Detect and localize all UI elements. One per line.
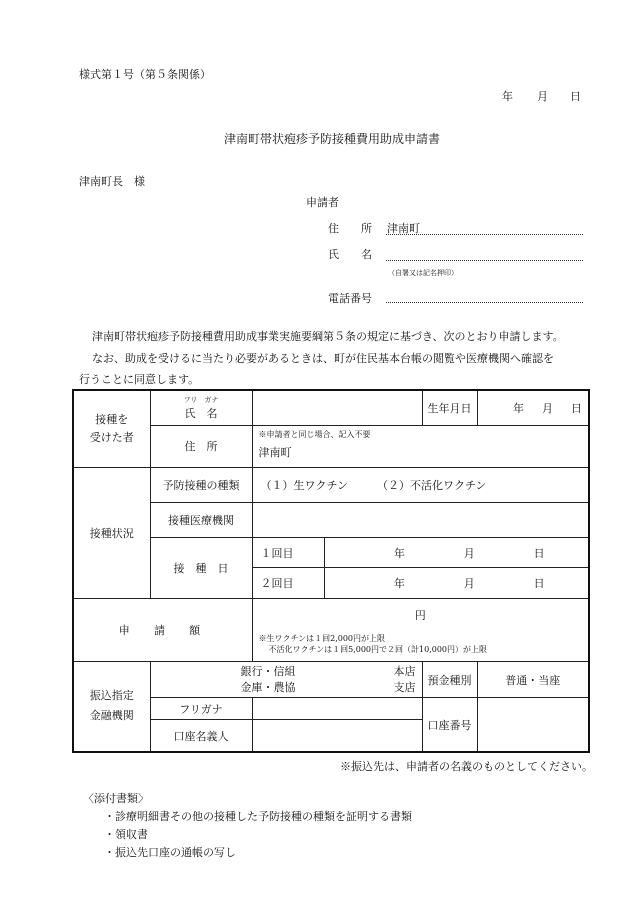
first-dose-date-field[interactable] [324, 538, 589, 568]
body-paragraph-2-line-2: 行うことに同意します。 [79, 373, 200, 386]
first-dose-day: 日 [533, 546, 545, 560]
account-number-field[interactable] [477, 698, 589, 752]
amount-label: 申 請 額 [73, 598, 252, 661]
second-dose-label: ２回目 [252, 568, 324, 598]
applicant-label: 申請者 [306, 196, 339, 209]
name-label-cell [150, 390, 252, 425]
amount-field[interactable] [252, 598, 589, 661]
amount-note-2: 不活化ワクチンは１回5,000円で２回（計10,000円）が上限 [268, 644, 488, 654]
birthdate-field[interactable] [477, 390, 589, 425]
vaccine-option-inactivated[interactable]: （２）不活化ワクチン [376, 479, 487, 492]
furigana-small: フリ ガナ [183, 395, 219, 404]
vaccine-type-label: 予防接種の種類 [150, 467, 252, 502]
phone-line[interactable] [386, 302, 583, 303]
recipient-label-1: 接種を [95, 412, 129, 426]
birth-year: 年 [513, 401, 525, 415]
bank-label-2: 金融機関 [89, 709, 134, 723]
signature-note: （自署又は記名押印） [388, 269, 458, 277]
account-holder-label: 口座名義人 [150, 720, 252, 752]
furigana-field[interactable] [252, 698, 422, 720]
transfer-note: ※振込先は、申請者の名義のものとしてください。 [340, 760, 593, 773]
name-label: 氏 名 [328, 248, 372, 261]
application-table [72, 389, 590, 753]
name-line[interactable] [386, 260, 583, 261]
bank-name-field[interactable] [150, 661, 422, 697]
recipient-name-label: 氏 名 [184, 406, 218, 420]
second-dose-day: 日 [533, 577, 545, 591]
recipient-address-label: 住 所 [150, 425, 252, 467]
first-dose-label: １回目 [252, 538, 324, 568]
vaccine-type-field[interactable] [252, 467, 589, 502]
form-number: 様式第１号（第５条関係） [79, 68, 211, 81]
date-month: 月 [537, 90, 548, 103]
bank-type-2: 金庫・農協 [240, 680, 296, 694]
attachment-item: ・診療明細書その他の接種した予防接種の種類を証明する書類 [104, 810, 412, 823]
address-label: 住 所 [328, 222, 372, 235]
attachment-item: ・領収書 [104, 828, 148, 841]
amount-note-1: ※生ワクチンは１回2,000円が上限 [258, 633, 386, 643]
clinic-field[interactable] [252, 503, 589, 538]
vaccine-option-live[interactable]: （１）生ワクチン [260, 479, 348, 492]
birth-month: 月 [542, 401, 554, 415]
address-prefix: 津南町 [387, 222, 420, 235]
recipient-label-2: 受けた者 [89, 430, 134, 444]
yen-unit: 円 [414, 608, 426, 622]
address-line[interactable] [386, 234, 583, 235]
account-holder-field[interactable] [252, 720, 422, 752]
status-label: 接種状況 [73, 467, 150, 598]
recipient-label [73, 390, 150, 467]
attachments-heading: 〈添付書類〉 [83, 792, 149, 805]
date-day: 日 [570, 90, 581, 103]
deposit-type-value[interactable]: 普通・当座 [477, 661, 589, 697]
branch-2: 支店 [393, 680, 416, 694]
recipient-address-field[interactable] [252, 425, 589, 467]
vaccination-date-label: 接 種 日 [150, 538, 252, 598]
second-dose-date-field[interactable] [324, 568, 589, 598]
birthdate-label: 生年月日 [422, 390, 477, 425]
address-note: ※申請者と同じ場合、記入不要 [258, 429, 371, 439]
second-dose-year: 年 [393, 577, 405, 591]
furigana-label: フリガナ [150, 698, 252, 720]
attachment-item: ・振込先口座の通帳の写し [104, 846, 236, 859]
phone-label: 電話番号 [328, 292, 372, 305]
addressee: 津南町長 様 [79, 175, 145, 188]
recipient-name-field[interactable] [252, 390, 422, 425]
body-paragraph-2-line-1: なお、助成を受けるに当たり必要があるときは、町が住民基本台帳の閲覧や医療機関へ確認を [92, 352, 554, 365]
branch-1: 本店 [393, 664, 416, 678]
second-dose-month: 月 [463, 577, 475, 591]
bank-label [73, 661, 150, 752]
body-paragraph-1: 津南町帯状疱疹予防接種費用助成事業実施要綱第５条の規定に基づき、次のとおり申請します。 [92, 330, 564, 343]
page-title: 津南町帯状疱疹予防接種費用助成申請書 [224, 132, 441, 146]
date-year: 年 [502, 90, 513, 103]
clinic-label: 接種医療機関 [150, 503, 252, 538]
recipient-address-prefix: 津南町 [258, 445, 292, 459]
first-dose-year: 年 [393, 546, 405, 560]
birth-day: 日 [571, 401, 583, 415]
bank-label-1: 振込指定 [89, 689, 134, 703]
deposit-type-label: 預金種別 [422, 661, 477, 697]
bank-type-1: 銀行・信組 [240, 664, 296, 678]
account-number-label: 口座番号 [422, 698, 477, 752]
first-dose-month: 月 [463, 546, 475, 560]
